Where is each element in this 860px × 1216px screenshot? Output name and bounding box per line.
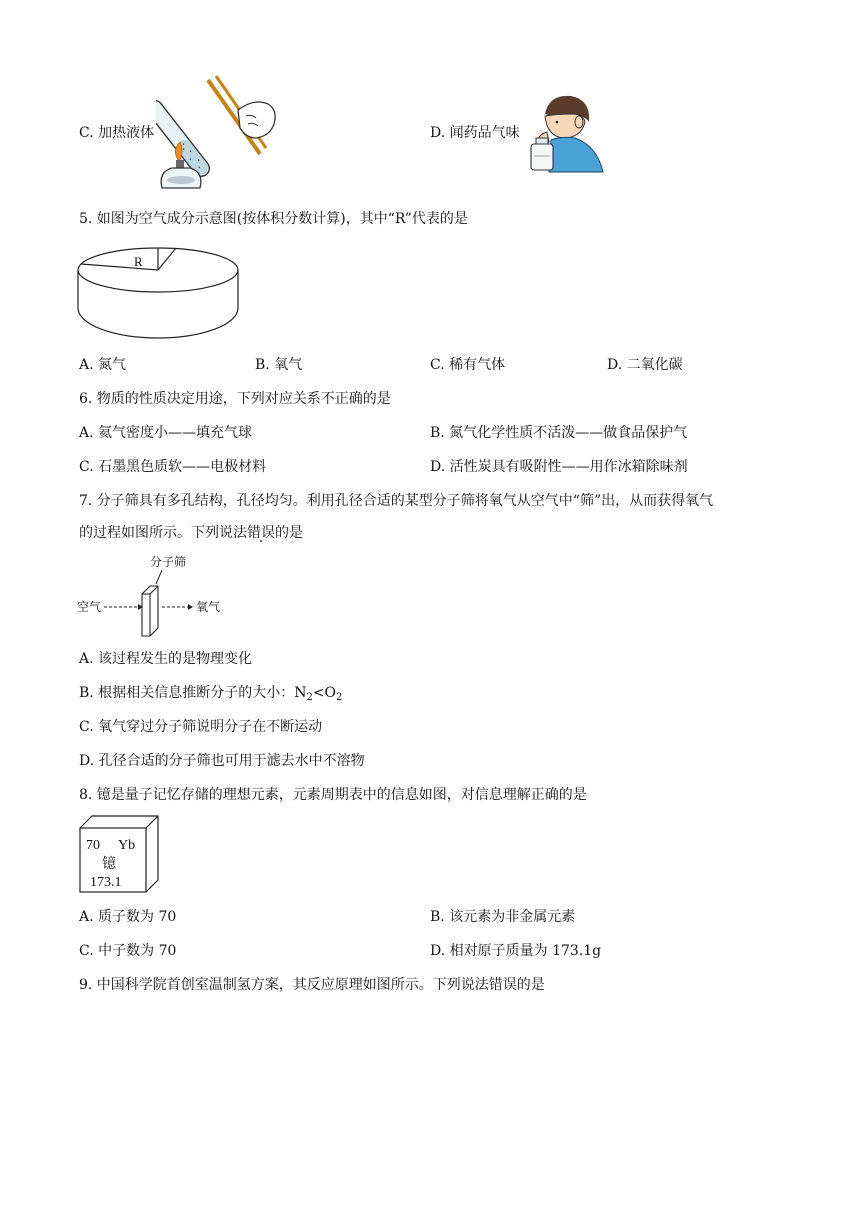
q6-option-c: C. 石墨黑色质软——电极材料 bbox=[79, 459, 267, 475]
sieve-label: 分子筛 bbox=[150, 555, 187, 569]
air-composition-pie-diagram bbox=[76, 244, 242, 344]
atomic-number: 70 bbox=[86, 838, 100, 853]
q7-option-b bbox=[79, 684, 342, 702]
q5-option-c: C. 稀有气体 bbox=[430, 357, 506, 373]
element-symbol: Yb bbox=[118, 838, 136, 853]
q8-stem: 8. 镱是量子记忆存储的理想元素，元素周期表中的信息如图，对信息理解正确的是 bbox=[79, 787, 587, 803]
q5-option-b: B. 氧气 bbox=[255, 357, 303, 373]
q5-option-d: D. 二氧化碳 bbox=[607, 357, 683, 373]
q7-stem-end: 的是 bbox=[275, 525, 303, 541]
q8-option-a: A. 质子数为 70 bbox=[79, 909, 177, 925]
element-cell-cube bbox=[78, 814, 162, 896]
q6-option-b: B. 氮气化学性质不活泼——做食品保护气 bbox=[430, 425, 688, 441]
q7-option-a: A. 该过程发生的是物理变化 bbox=[79, 651, 253, 667]
q6-option-d: D. 活性炭具有吸附性——用作冰箱除味剂 bbox=[430, 459, 688, 475]
air-label: 空气 bbox=[77, 600, 102, 614]
q7-option-c: C. 氧气穿过分子筛说明分子在不断运动 bbox=[79, 719, 323, 735]
q7-option-b-mid: <O bbox=[312, 685, 337, 701]
q7-stem-line2 bbox=[79, 524, 303, 542]
q7-option-d: D. 孔径合适的分子筛也可用于滤去水中不溶物 bbox=[79, 753, 365, 769]
element-name: 镱 bbox=[102, 856, 116, 872]
q6-option-a: A. 氦气密度小——填充气球 bbox=[79, 425, 253, 441]
q8-option-d: D. 相对原子质量为 173.1g bbox=[430, 943, 602, 959]
q8-option-c: C. 中子数为 70 bbox=[79, 943, 177, 959]
molecular-sieve-diagram bbox=[76, 552, 236, 638]
q4-option-c: C. 加热液体 bbox=[79, 125, 155, 141]
oxygen-label: 氧气 bbox=[196, 600, 221, 614]
q5-option-a: A. 氮气 bbox=[79, 357, 127, 373]
smelling-medicine-illustration bbox=[527, 92, 607, 174]
q7-option-b-text: B. 根据相关信息推断分子的大小：N bbox=[79, 685, 307, 701]
q7-sub-2: 2 bbox=[336, 692, 343, 703]
q7-sub-1: 2 bbox=[306, 692, 313, 703]
q7-stem-text: 的过程如图所示。下列说法 bbox=[79, 525, 247, 541]
pie-label-r: R bbox=[134, 254, 143, 269]
q9-stem: 9. 中国科学院首创室温制氢方案，其反应原理如图所示。下列说法错误的是 bbox=[79, 977, 545, 993]
q6-stem: 6. 物质的性质决定用途，下列对应关系不正确的是 bbox=[79, 391, 391, 407]
q8-option-b: B. 该元素为非金属元素 bbox=[430, 909, 576, 925]
q7-stem-line1: 7. 分子筛具有多孔结构，孔径均匀。利用孔径合适的某型分子筛将氧气从空气中“筛”出，从而获得氧气 bbox=[79, 493, 714, 509]
heating-liquid-illustration bbox=[156, 72, 280, 194]
q5-stem: 5. 如图为空气成分示意图(按体积分数计算)，其中“R”代表的是 bbox=[79, 211, 468, 227]
atomic-mass: 173.1 bbox=[90, 875, 122, 890]
q4-option-d: D. 闻药品气味 bbox=[430, 125, 520, 141]
q7-emphasis-word: 错误 bbox=[247, 525, 275, 541]
